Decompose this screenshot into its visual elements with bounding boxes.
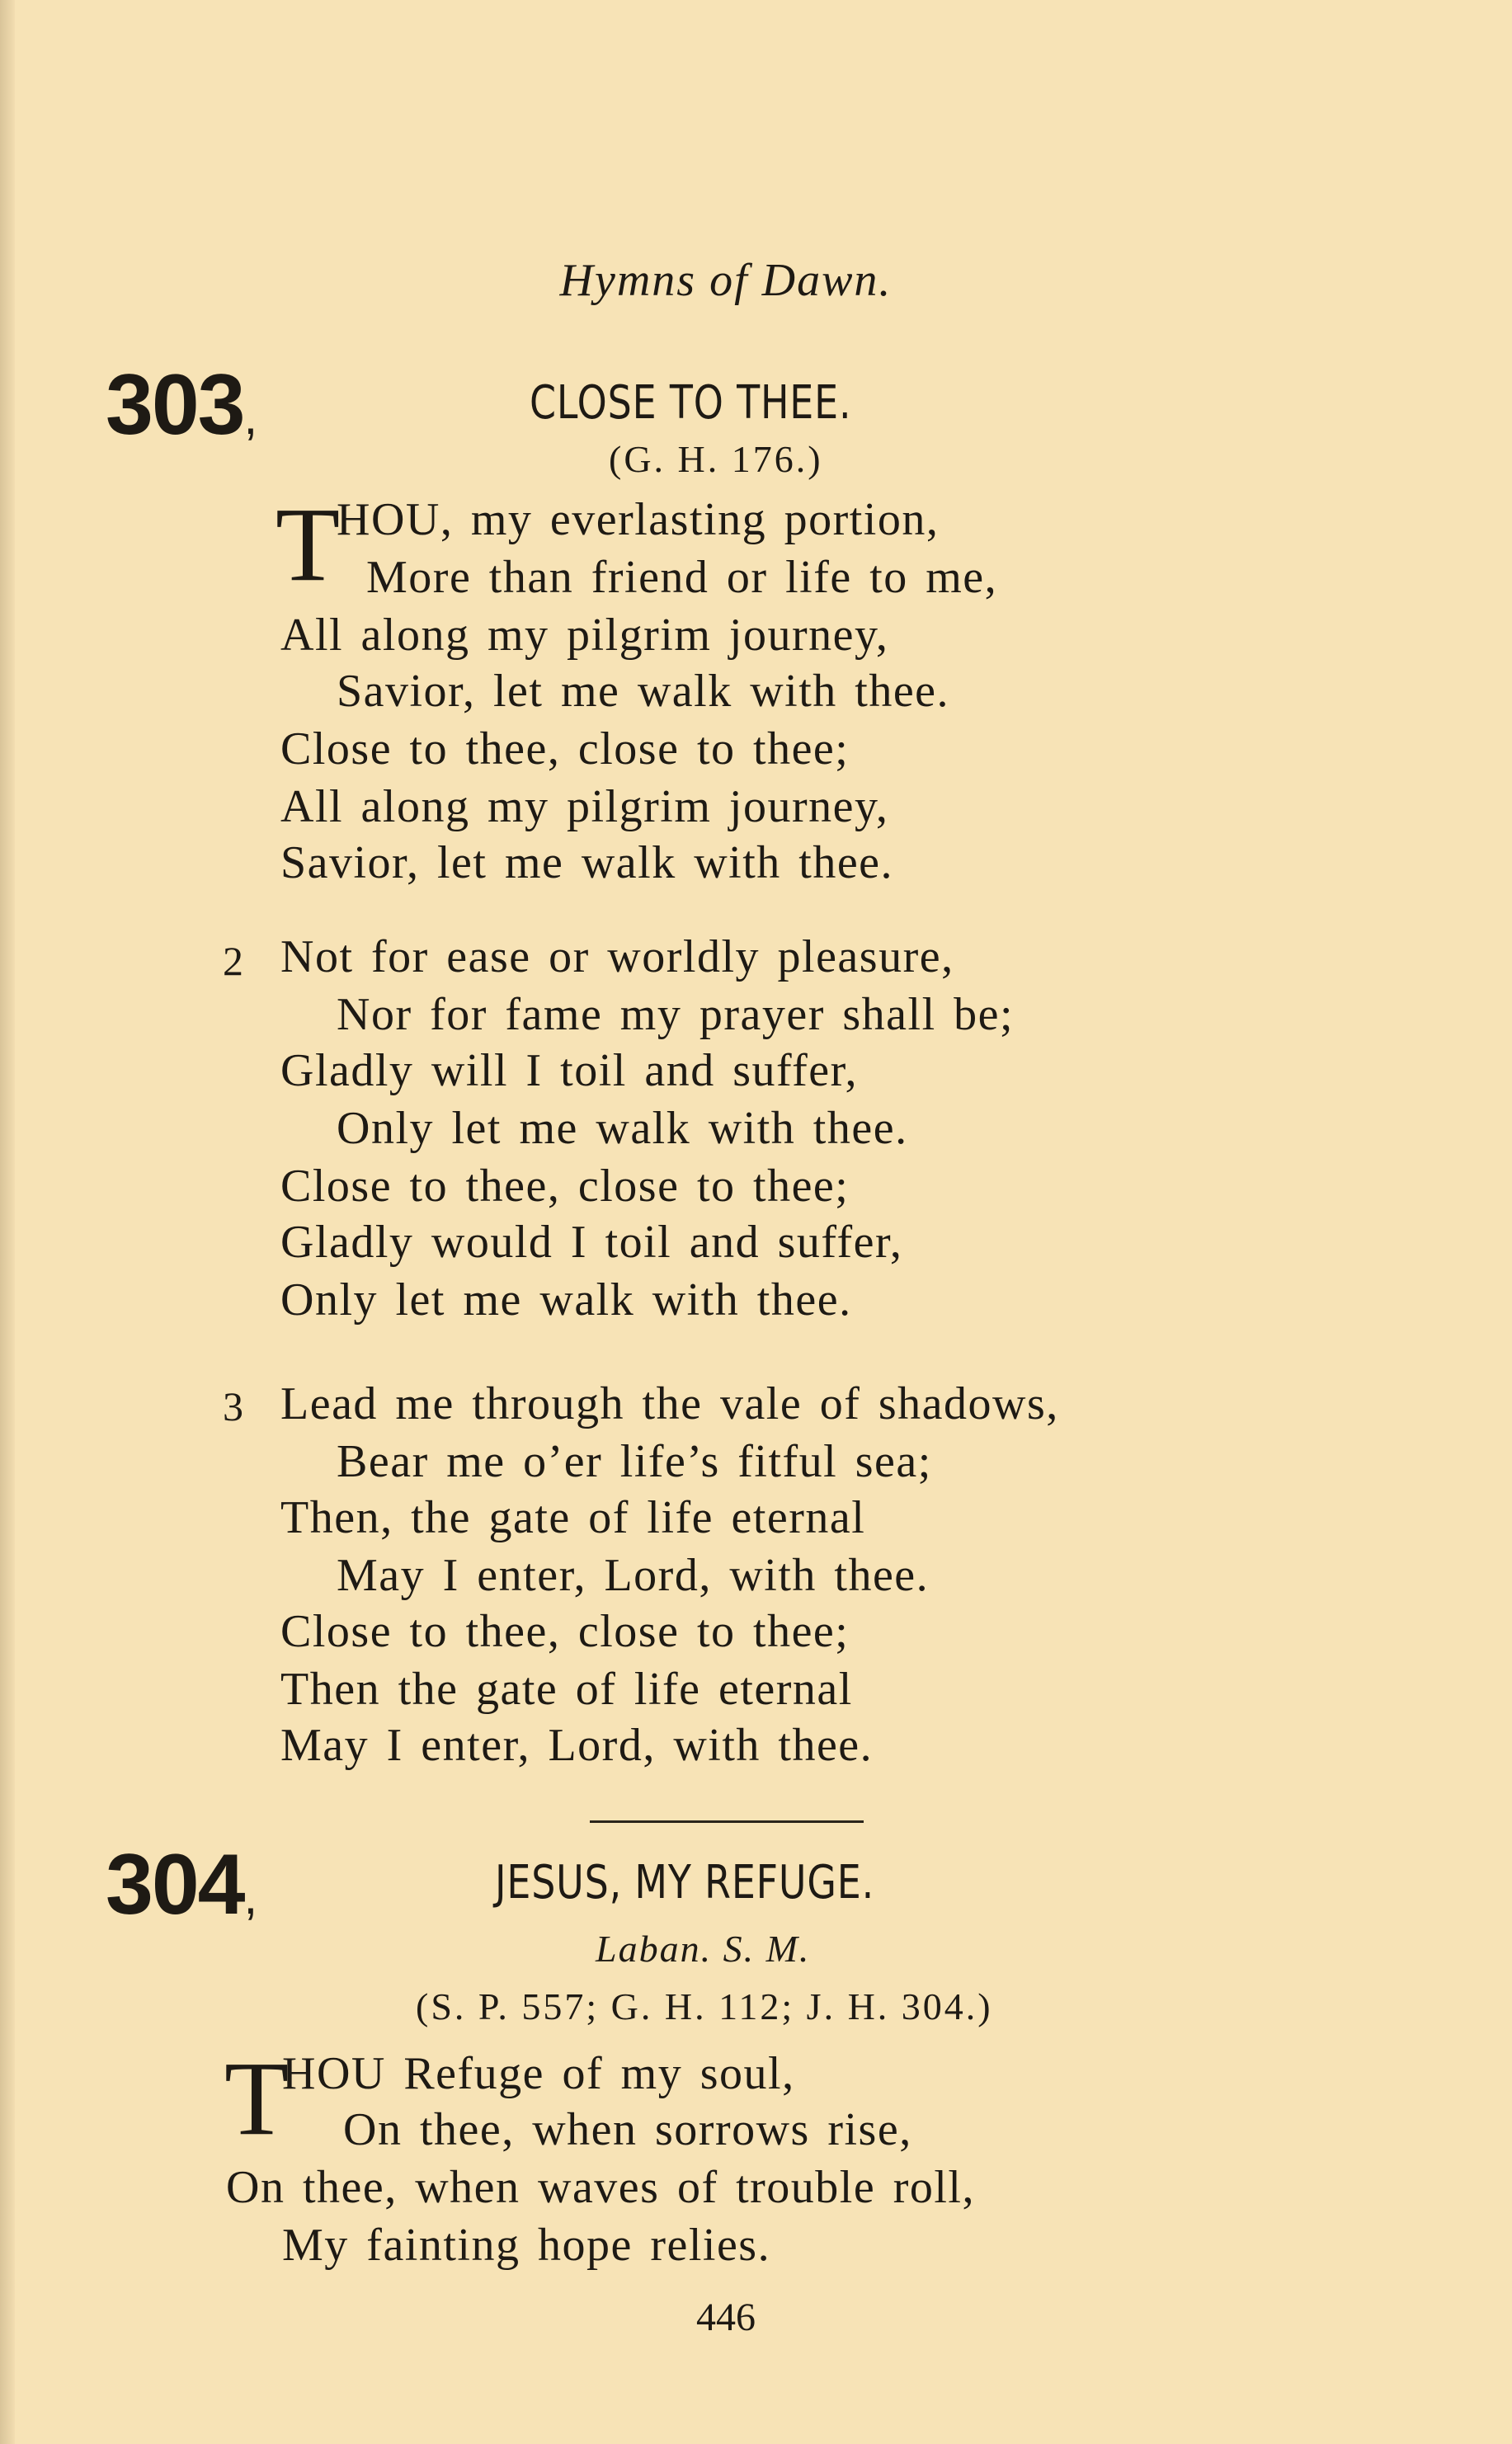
hymn-304-dropcap: T xyxy=(224,2040,290,2157)
running-head: Hymns of Dawn. xyxy=(559,255,893,306)
hymn-304-v1-line-2: On thee, when sorrows rise, xyxy=(343,2104,912,2155)
hymn-303-v3-line-7: May I enter, Lord, with thee. xyxy=(280,1720,874,1771)
hymn-303-dropcap: T xyxy=(276,486,341,603)
hymn-303-v3-line-3: Then, the gate of life eternal xyxy=(280,1492,866,1543)
hymn-303-verse-3-number: 3 xyxy=(223,1383,243,1429)
hymn-303-v1-line-1: HOU, my everlasting portion, xyxy=(337,494,940,545)
hymn-304-number-punct: , xyxy=(243,1869,257,1924)
hymn-303-v2-line-3: Gladly will I toil and suffer, xyxy=(280,1045,859,1096)
hymn-304-reference: (S. P. 557; G. H. 112; J. H. 304.) xyxy=(416,1985,993,2027)
hymn-303-v3-line-6: Then the gate of life eternal xyxy=(280,1664,853,1715)
hymn-303-number-punct: , xyxy=(243,389,257,445)
hymn-304-v1-line-3: On thee, when waves of trouble roll, xyxy=(226,2162,975,2213)
hymn-304-number xyxy=(106,1836,256,1934)
hymn-303-v3-line-1: Lead me through the vale of shadows, xyxy=(280,1378,1059,1429)
hymn-303-v3-line-4: May I enter, Lord, with thee. xyxy=(337,1550,930,1601)
hymn-303-verse-2-number: 2 xyxy=(223,938,243,984)
hymn-303-v2-line-4: Only let me walk with thee. xyxy=(337,1103,908,1154)
hymn-303-v1-line-2: More than friend or life to me, xyxy=(366,552,998,603)
hymn-303-v1-line-3: All along my pilgrim journey, xyxy=(280,610,889,661)
hymn-304-v1-line-1: HOU Refuge of my soul, xyxy=(282,2048,795,2099)
hymn-304-tune: Laban. S. M. xyxy=(596,1928,811,1970)
hymn-303-v1-line-6: All along my pilgrim journey, xyxy=(280,781,889,832)
hymn-303-v2-line-7: Only let me walk with thee. xyxy=(280,1274,852,1326)
hymn-303-number-text: 303 xyxy=(106,357,244,453)
hymn-303-v1-line-4: Savior, let me walk with thee. xyxy=(337,666,950,717)
hymn-303-reference: (G. H. 176.) xyxy=(609,438,823,480)
page-edge xyxy=(0,0,15,2444)
page-number: 446 xyxy=(696,2296,756,2339)
hymn-303-v1-line-5: Close to thee, close to thee; xyxy=(280,723,850,775)
hymn-303-title: CLOSE TO THEE. xyxy=(530,376,852,430)
hymn-303-v3-line-5: Close to thee, close to thee; xyxy=(280,1606,850,1657)
hymn-303-v2-line-2: Nor for fame my prayer shall be; xyxy=(337,989,1015,1040)
hymn-303-v2-line-1: Not for ease or worldly pleasure, xyxy=(280,931,954,982)
hymn-304-v1-line-4: My fainting hope relies. xyxy=(282,2220,771,2271)
hymn-304-title: JESUS, MY REFUGE. xyxy=(495,1856,875,1910)
section-divider xyxy=(590,1820,864,1823)
hymn-303-number xyxy=(106,356,256,454)
hymn-303-v3-line-2: Bear me o’er life’s fitful sea; xyxy=(337,1436,932,1487)
hymn-304-number-text: 304 xyxy=(106,1837,244,1933)
hymn-303-v1-line-7: Savior, let me walk with thee. xyxy=(280,837,894,888)
hymn-303-v2-line-6: Gladly would I toil and suffer, xyxy=(280,1217,903,1268)
hymn-303-v2-line-5: Close to thee, close to thee; xyxy=(280,1161,850,1212)
